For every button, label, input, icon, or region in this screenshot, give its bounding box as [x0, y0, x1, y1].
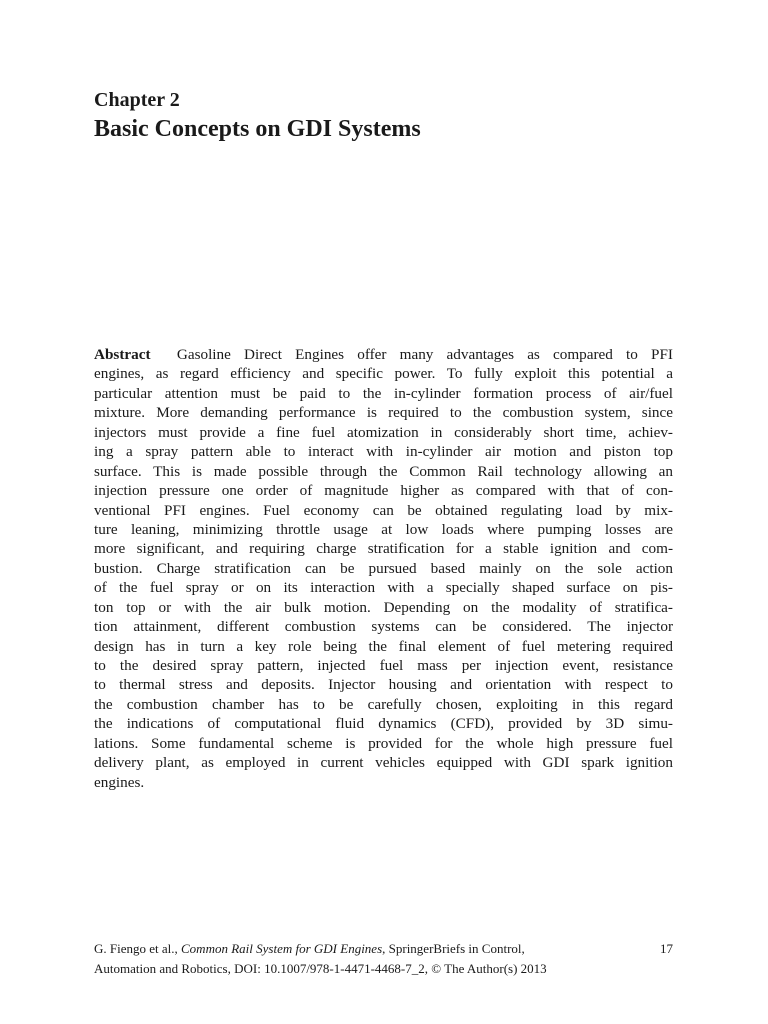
abstract-line: ing a spray pattern able to interact with in-cylinder air motion and piston top	[94, 443, 673, 461]
abstract-line: delivery plant, as employed in current vehicles equipped with GDI spark ignition	[94, 754, 673, 772]
abstract-heading: Abstract	[94, 346, 151, 363]
abstract-line: ton top or with the air bulk motion. Depending on the modality of stratifica-	[94, 598, 673, 616]
footer-authors: G. Fiengo et al.,	[94, 941, 178, 956]
footer-citation	[94, 939, 673, 979]
abstract-line: injection pressure one order of magnitude higher as compared with that of con-	[94, 482, 673, 500]
footer-series: , SpringerBriefs in Control,	[382, 941, 525, 956]
abstract-line: ventional PFI engines. Fuel economy can be obtained regulating load by mix-	[94, 501, 673, 519]
abstract-line: mixture. More demanding performance is required to the combustion system, since	[94, 404, 673, 422]
abstract-line: to the desired spray pattern, injected fuel mass per injection event, resistance	[94, 657, 673, 674]
abstract-line: particular attention must be paid to the in-cylinder formation process of air/fuel	[94, 384, 673, 402]
abstract-line: the combustion chamber has to be carefully chosen, exploiting in this regard	[94, 695, 673, 713]
abstract-line: more significant, and requiring charge stratification for a stable ignition and com-	[94, 540, 673, 558]
page-number: 17	[660, 941, 673, 956]
abstract-line	[94, 345, 673, 364]
abstract	[94, 345, 673, 792]
footer-line-1	[94, 939, 673, 959]
abstract-line: injectors must provide a fine fuel atomization in considerably short time, achiev-	[94, 423, 673, 441]
abstract-line: design has in turn a key role being the final element of fuel metering required	[94, 637, 673, 655]
abstract-line-text: Gasoline Direct Engines offer many advantages as compared to PFI	[176, 346, 673, 363]
abstract-line: tion attainment, different combustion systems can be considered. The injector	[94, 618, 673, 636]
abstract-line: of the fuel spray or on its interaction with a specially shaped surface on pis-	[94, 579, 673, 597]
footer-book-title: Common Rail System for GDI Engines	[181, 941, 383, 956]
abstract-line: to thermal stress and deposits. Injector housing and orientation with respect to	[94, 676, 673, 694]
abstract-line: engines.	[94, 773, 145, 791]
footer-line-2: Automation and Robotics, DOI: 10.1007/978-1-4471-4468-7_2, © The Author(s) 2013	[94, 961, 547, 976]
abstract-line: engines, as regard efficiency and specific power. To fully exploit this potential a	[94, 365, 673, 383]
abstract-line: ture leaning, minimizing throttle usage at low loads where pumping losses are	[94, 520, 673, 538]
abstract-line: bustion. Charge stratification can be pursued based mainly on the sole action	[94, 559, 673, 577]
chapter-label: Chapter 2	[94, 89, 180, 111]
abstract-line: the indications of computational fluid dynamics (CFD), provided by 3D simu-	[94, 715, 673, 733]
chapter-title: Basic Concepts on GDI Systems	[94, 116, 421, 142]
abstract-line: lations. Some fundamental scheme is provided for the whole high pressure fuel	[94, 734, 673, 752]
abstract-line: surface. This is made possible through the Common Rail technology allowing an	[94, 462, 673, 480]
